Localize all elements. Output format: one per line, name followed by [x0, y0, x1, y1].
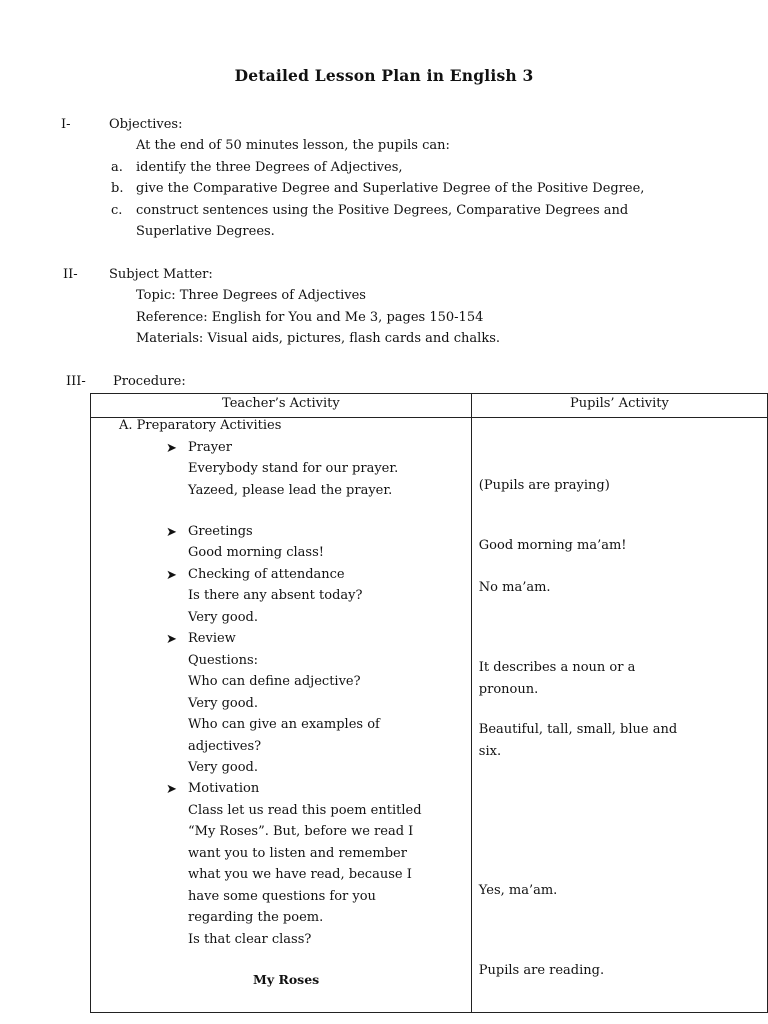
teacher-line: Yazeed, please lead the prayer. [188, 483, 393, 498]
activity-attendance: Checking of attendance [188, 567, 345, 582]
pupil-response: No ma’am. [478, 580, 551, 595]
teacher-line: Very good. [188, 610, 259, 625]
teacher-line: Very good. [188, 760, 259, 775]
teacher-line: Questions: [188, 653, 259, 668]
arrow-bullet-icon: ➤ [166, 441, 177, 456]
table-row [91, 418, 768, 1013]
teacher-line: Everybody stand for our prayer. [188, 461, 399, 476]
objective-marker-b: b. [111, 181, 124, 196]
procedure-heading: Procedure: [113, 374, 186, 389]
pupil-response: Pupils are reading. [478, 963, 605, 978]
arrow-bullet-icon: ➤ [166, 782, 177, 797]
objective-marker-a: a. [111, 160, 123, 175]
subject-matter-heading: Subject Matter: [109, 267, 213, 282]
objectives-heading: Objectives: [109, 117, 183, 132]
activity-prayer: Prayer [188, 440, 232, 455]
objective-item-c: construct sentences using the Positive Degrees, Comparative Degrees and [136, 203, 629, 218]
activity-motivation: Motivation [188, 781, 260, 796]
column-header-teacher: Teacher’s Activity [91, 394, 472, 418]
pupil-response: It describes a noun or a [478, 660, 636, 675]
pupil-response: pronoun. [478, 682, 539, 697]
objective-item-a: identify the three Degrees of Adjectives, [136, 160, 403, 175]
section-numeral-objectives: I- [61, 117, 71, 132]
objective-marker-c: c. [111, 203, 123, 218]
section-numeral-subject-matter: II- [63, 267, 78, 282]
document-title: Detailed Lesson Plan in English 3 [234, 66, 534, 85]
teacher-line: Class let us read this poem entitled [188, 803, 422, 818]
teacher-line: want you to listen and remember [188, 846, 407, 861]
subject-materials: Materials: Visual aids, pictures, flash cards and chalks. [136, 331, 500, 346]
teacher-line: regarding the poem. [188, 910, 324, 925]
teacher-line: “My Roses”. But, before we read I [188, 824, 414, 839]
subject-reference: Reference: English for You and Me 3, pages 150-154 [136, 310, 484, 325]
pupil-response: Beautiful, tall, small, blue and [478, 722, 678, 737]
pupils-activity-cell [471, 418, 767, 1013]
pupil-response: six. [478, 744, 502, 759]
teacher-line: Good morning class! [188, 545, 324, 560]
teacher-line: Who can give an examples of [188, 717, 380, 732]
arrow-bullet-icon: ➤ [166, 525, 177, 540]
teacher-line: what you we have read, because I [188, 867, 412, 882]
pupil-response: Yes, ma’am. [478, 883, 558, 898]
arrow-bullet-icon: ➤ [166, 568, 177, 583]
table-header-row [91, 394, 768, 418]
arrow-bullet-icon: ➤ [166, 632, 177, 647]
teacher-line: Who can define adjective? [188, 674, 361, 689]
teacher-line: have some questions for you [188, 889, 376, 904]
pupil-response: (Pupils are praying) [478, 478, 610, 493]
subject-topic: Topic: Three Degrees of Adjectives [136, 288, 366, 303]
poem-title: My Roses [253, 972, 320, 987]
teacher-line: adjectives? [188, 739, 262, 754]
column-header-pupils: Pupils’ Activity [471, 394, 767, 418]
objective-item-c-continuation: Superlative Degrees. [136, 224, 275, 239]
section-a-heading: A. Preparatory Activities [119, 418, 282, 433]
section-numeral-procedure: III- [66, 374, 86, 389]
activity-review: Review [188, 631, 236, 646]
teacher-line: Is there any absent today? [188, 588, 363, 603]
activity-greetings: Greetings [188, 524, 253, 539]
pupil-response: Good morning ma’am! [478, 538, 627, 553]
teacher-line: Very good. [188, 696, 259, 711]
objective-item-b: give the Comparative Degree and Superlative Degree of the Positive Degree, [136, 181, 645, 196]
objectives-intro: At the end of 50 minutes lesson, the pupils can: [136, 138, 450, 153]
procedure-table [90, 393, 768, 1013]
teacher-activity-cell [91, 418, 472, 1013]
teacher-line: Is that clear class? [188, 932, 312, 947]
